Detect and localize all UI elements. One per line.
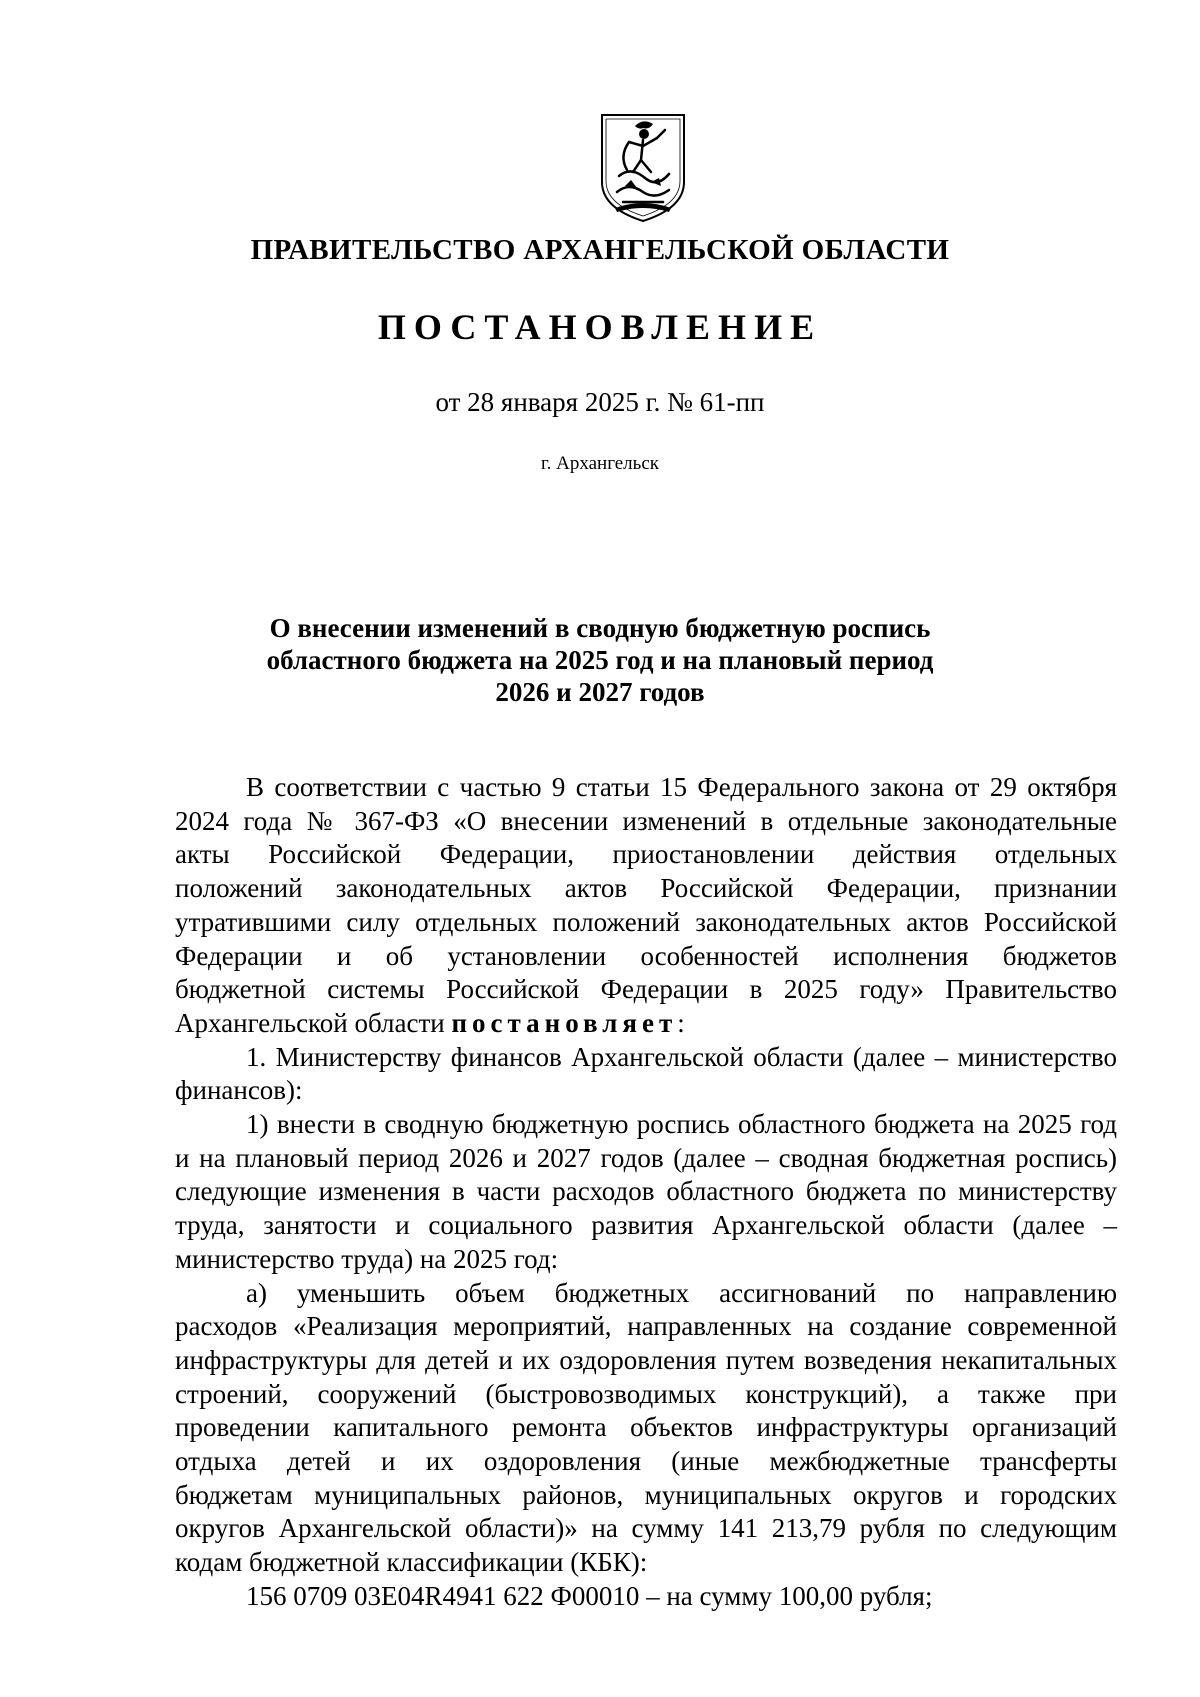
text-line: 2024 года № 367-ФЗ «О внесении изменений в отдельные законодательные bbox=[175, 805, 1117, 836]
paragraph-preamble bbox=[175, 771, 1117, 1041]
government-name: ПРАВИТЕЛЬСТВО АРХАНГЕЛЬСКОЙ ОБЛАСТИ bbox=[250, 234, 950, 266]
text-line: и на плановый период 2026 и 2027 годов (далее – сводная бюджетная роспись) bbox=[175, 1142, 1117, 1173]
paragraph-subitem-a bbox=[175, 1277, 1117, 1580]
text-fragment: : bbox=[677, 1007, 685, 1038]
text-line: В соответствии с частью 9 статьи 15 Федерального закона от 29 октября bbox=[246, 772, 1117, 802]
text-line bbox=[175, 1007, 1117, 1041]
text-line: Федерации и об установлении особенностей исполнения бюджетов bbox=[175, 940, 1117, 971]
text-line: финансов): bbox=[175, 1075, 303, 1106]
text-line: 1. Министерству финансов Архангельской области (далее – министерство bbox=[246, 1041, 1117, 1072]
subject-line: О внесении изменений в сводную бюджетную роспись bbox=[269, 613, 931, 643]
paragraph-item-1 bbox=[175, 1041, 1117, 1108]
text-line: бюджетной системы Российской Федерации в 2025 году» Правительство bbox=[175, 974, 1117, 1005]
document-date-number: от 28 января 2025 г. № 61-пп bbox=[435, 387, 765, 417]
text-line: расходов «Реализация мероприятий, направленных на создание современной bbox=[175, 1311, 1117, 1342]
text-line: 1) внести в сводную бюджетную роспись областного бюджета на 2025 год bbox=[246, 1109, 1117, 1140]
text-line: акты Российской Федерации, приостановлении действия отдельных bbox=[175, 839, 1117, 870]
text-line: строений, сооружений (быстровозводимых конструкций), а также при bbox=[175, 1378, 1117, 1409]
document-body bbox=[175, 771, 1117, 1614]
decree-word: постановляет bbox=[451, 1007, 678, 1038]
text-line: инфраструктуры для детей и их оздоровления путем возведения некапитальных bbox=[175, 1344, 1117, 1375]
text-line: проведении капитального ремонта объектов инфраструктуры организаций bbox=[175, 1412, 1117, 1443]
document-city: г. Архангельск bbox=[540, 453, 659, 474]
text-line: положений законодательных актов Российской Федерации, признании bbox=[175, 873, 1117, 904]
text-fragment: Архангельской области bbox=[175, 1007, 452, 1038]
text-line: округов Архангельской области)» на сумму 141 213,79 рубля по следующим bbox=[175, 1513, 1117, 1544]
text-line: утратившими силу отдельных положений законодательных актов Российской bbox=[175, 906, 1117, 937]
text-line: труда, занятости и социального развития Архангельской области (далее – bbox=[175, 1210, 1117, 1241]
text-line: министерство труда) на 2025 год: bbox=[175, 1243, 559, 1274]
text-line: а) уменьшить объем бюджетных ассигнований по направлению bbox=[246, 1277, 1117, 1308]
kbk-line: 156 0709 03E04R4941 622 Ф00010 – на сумму 100,00 рубля; bbox=[246, 1580, 933, 1611]
text-line: бюджетам муниципальных районов, муниципальных округов и городских bbox=[175, 1479, 1117, 1510]
text-line: кодам бюджетной классификации (КБК): bbox=[175, 1547, 648, 1578]
text-line: следующие изменения в части расходов областного бюджета по министерству bbox=[175, 1176, 1117, 1207]
coat-of-arms-icon bbox=[599, 112, 687, 224]
subject-line: областного бюджета на 2025 год и на плановый период bbox=[266, 645, 934, 675]
subject-line: 2026 и 2027 годов bbox=[495, 677, 705, 707]
document-subject bbox=[0, 612, 1200, 708]
paragraph-subitem-1 bbox=[175, 1108, 1117, 1277]
document-type: ПОСТАНОВЛЕНИЕ bbox=[377, 307, 823, 347]
text-line: отдыха детей и их оздоровления (иные межбюджетные трансферты bbox=[175, 1446, 1117, 1477]
